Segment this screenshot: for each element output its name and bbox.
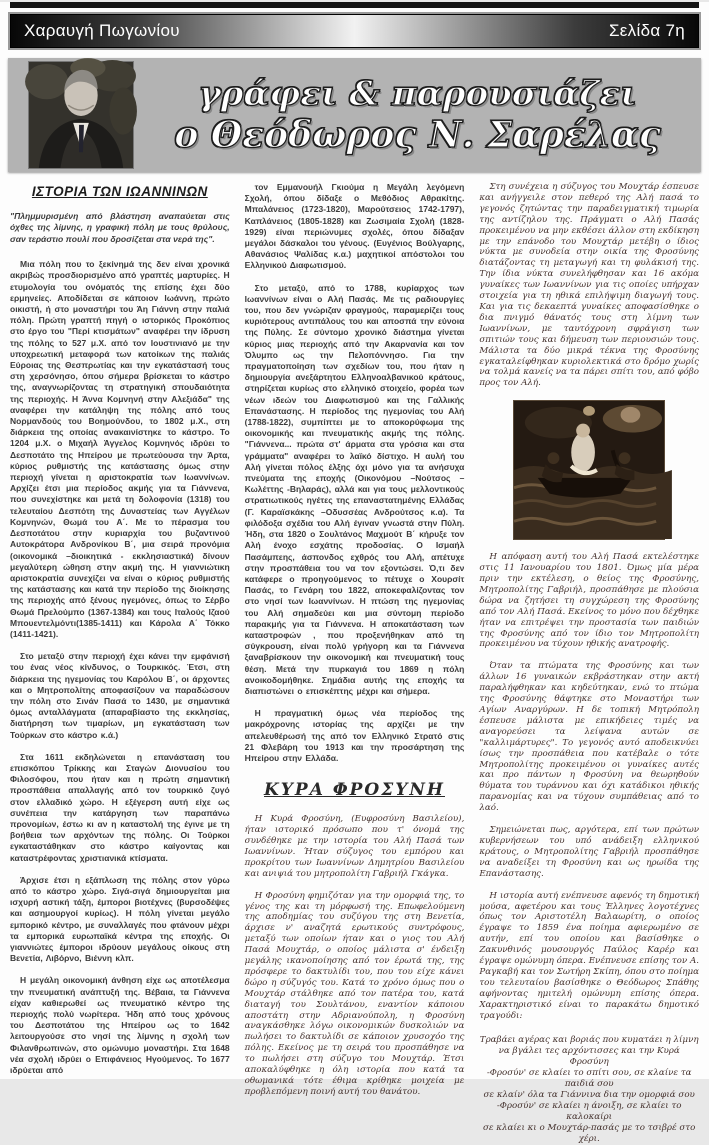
poem-line: να βγάλει τες αρχόντισσες και την Κυρά Φροσύνη <box>498 1046 680 1068</box>
heading-istoria-ioanninon: ΙΣΤΟΡΙΑ ΤΩΝ ΙΩΑΝΝΙΝΩΝ <box>31 184 208 199</box>
frosini-drowning-painting <box>513 400 665 540</box>
author-portrait-photo <box>28 61 134 169</box>
right-paragraphs-after-image <box>479 552 699 1021</box>
top-rule <box>10 2 699 8</box>
lead-quote: "Πλημμυρισμένη από βλάστηση αναπαύεται στις όχθες της λίμνης, η γραφική πόλη με τους θρύλους, σαν τεράστιο πουλί που δροσίζεται στα νερά της". <box>10 211 230 244</box>
author-banner <box>8 58 701 172</box>
column-middle <box>244 182 465 1097</box>
newspaper-title: Χαραυγή Πωγωνίου <box>24 21 180 40</box>
paragraph: Η Κυρά Φροσύνη, (Ευφροσύνη Βασιλείου), ήταν ιστορικό πρόσωπο που τ' όνομά της συνδέθηκε με την ιστορία του Αλή Πασά των Ιωαννίνων. Ήταν σύζυγος του εμπόρου και προκρίτου των Ιωαννίνων Δημητρίου Βασιλείου και ανιψιά του μητροπολίτη Γαβριήλ Γκάγκα. <box>244 814 465 879</box>
newspaper-page <box>0 2 709 1145</box>
middle-paragraphs-serif <box>245 814 465 1098</box>
page-header-bar <box>8 12 701 50</box>
middle-paragraphs-sans <box>245 182 465 764</box>
left-paragraphs <box>10 259 230 1076</box>
poem-line: σε κλαίν' όλα τα Γιάννινα δια την ομορφιά σου <box>483 1090 695 1101</box>
painting-graphic <box>514 401 664 539</box>
paragraph: Η Φροσύνη φημιζόταν για την ομορφιά της, το γένος της και τη μόρφωσή της. Επωφελούμενη της αποδημίας του συζύγου της στη Βενετία, άρχισε ν' αναζητά ερωτικούς συντρόφους, μεταξύ των οποίων ήταν και ο γιος του Αλή Πασά Μουχτάρ, ο οποίος μάλιστα σ' ένδειξη μεγάλης ικανοποίησης από τον έρωτά της, της πρόσφερε το δακτυλίδι του, που του είχε κάνει δώρο η σύζυγός του. Κατά το χρόνο όμως που ο Μουχτάρ στάλθηκε από τον πατέρα του, κατά διαταγή του Σουλτάνου, εναντίον κάποιου αποστάτη στην Αδριανούπολη, η Φροσύνη αναγκάσθηκε λόγω οικονομικών δυσκολιών να πωλήσει το δακτυλίδι σε κάποιον χρυσοχόο της πόλης. Εκείνος με τη σειρά του προσπάθησε να το πωλήσει στη σύζυγο του Μουχτάρ. Έτσι αποκαλύφθηκε η όλη ιστορία που κατά τα οθωμανικά τότε έθιμα κρίθηκε μοιχεία με προβλεπόμενη ποινή αυτή του θανάτου. <box>244 890 465 1097</box>
paragraph: Η απόφαση αυτή του Αλή Πασά εκτελέστηκε στις 11 Ιανουαρίου του 1801. Όμως μία μέρα πριν την εκτέλεση, ο θείος της Φροσύνης, Μητροπολίτης Γαβριήλ, προσπάθησε με πλούσια δώρα να ζητήσει τη συγχώρεση της Φροσύνης από τον Αλή Πασά. Εκείνος το μόνο που δέχθηκε ήταν να επιτρέψει την προστασία των παιδιών της Φροσύνης από τον ίδιο τον Μητροπολίτη προκειμένου να τύχουν ηθικής ανατροφής. <box>479 552 700 650</box>
poem-line: Τραβάει αγέρας και βοριάς που κυματάει η λίμνη <box>479 1035 699 1046</box>
column-left <box>10 182 230 1076</box>
column-right <box>479 182 700 1145</box>
paragraph: Μια πόλη που το ξεκίνημά της δεν είναι χρονικά ακριβώς προσδιορισμένο από γραπτές μαρτυρίες. Η ετυμολογία του ονόματός της επίσης έχει δύο ερμηνείες. Αποδίδεται σε κάποιον Ιωάννη, πρώτο οικιστή, ή στο μοναστήρι του Άη Γιάννη στην παλιά πόλη. Πρώτη γραπτή πηγή ο ιστορικός Προκόπιος στο έργο του "Περί κτισμάτων" αναφέρει την ίδρυση της πόλης το 527 μ.Χ. από τον Ιουστινιανό με την υποχρεωτική μεταφορά των κατοίκων της παλιάς Εύροιας της Θεσπρωτίας και την εγκατάστασή τους στη χερσόνησο, όπου σήμερα βρίσκεται το κάστρο της, αναγνωρίζοντας τη στρατηγική σπουδαιότητα της περιοχής. Η Άννα Κομνηνή στην Αλεξιάδα" της αναφέρει την κατάληψη της πόλης από τους Νορμανδούς του Βοημούνδου, το 1802 μ.Χ., στη διάρκεια της οποίας ανακαινίστηκε το κάστρο. Το 1204 μ.Χ. ο Μιχαήλ Άγγελος Κομνηνός ιδρύει το Δεσποτάτο της Ηπείρου με πρωτεύουσα την Άρτα, κύριος ρυθμιστής της κατάστασης όμως στην περιοχή γίνεται η αριστοκρατία των Ιωαννίνων. Αρχίζει έτσι μια περίοδος ακμής για τα Γιάννενα, που συνεχίστηκε και μετά τη δολοφονία (1318) του τελευταίου Δεσπότη της Δυναστείας των Αγγέλων Κομνηνών, Θωμά του Α΄. Με το πέρασμα του Δεσποτάτου στην κυριαρχία του βυζαντινού Αυτοκράτορα Ανδρονίκου Β΄, μια σειρά προνόμια (οικονομικά –διοικητικά - εκκλησιαστικά) δίνουν μεγαλύτερη ώθηση στην ακμή της. Η γιαννιώτικη αριστοκρατία συνεχίζει να είναι ο κύριος ρυθμιστής της κατάστασης και κατά την περίοδο της διοίκησης της περιοχής από ξένους ηγεμόνες, όπως το Σέρβο Θωμά Πρελούμπο (1367-1384) και τους Ιταλούς Ιζαού Μπουεντελμόντι(1385-1411) και Κάρολα Α΄ Τόκκο (1411-1421). <box>10 259 230 639</box>
paragraph: Άρχισε έτσι η εξάπλωση της πόλης στον γύρω από το κάστρο χώρο. Σιγά-σιγά δημιουργείται μια ισχυρή αστική τάξη, έμποροι βιοτέχνες (βυρσοδέψες και ασημουργοί κυρίως). Η πόλη γίνεται μεγάλο εμπορικό κέντρο, με συναλλαγές που φτάνουν μέχρι τα εμπορικά ευρωπαϊκά κέντρα της εποχής. Οι γιαννιώτες έμποροι ιδρύουν μεγάλους οίκους στη Βενετία, Λιβόρνο, Βιέννη κλπ. <box>10 874 230 964</box>
paragraph: Η μεγάλη οικονομική άνθηση είχε ως αποτέλεσμα την πνευματική ανάπτυξή της. Βέβαια, τα Γιάννενα είχαν καθιερωθεί ως πνευματικό κέντρο της περιοχής πολύ νωρίτερα. Ήδη από τους χρόνους του Δεσποτάτου της Ηπείρου ως το 1642 λειτουργούσε στο νησί της λίμνης η σχολή των Φιλανθρωπινών, στο ομώνυμο μοναστήρι. Στα 1648 νέα σχολή ιδρύει ο Επιφάνειος Ηγούμενος. Το 1677 ιδρύεται από <box>10 975 230 1076</box>
folk-song-poem <box>479 1035 699 1145</box>
paragraph: Η πραγματική όμως νέα περίοδος της μακρόχρονης ιστορίας της αρχίζει με την απελευθέρωσή της από τον Ελληνικό Στρατό στις 21 Φλεβάρη του 1913 και την προσάρτηση της Ηπείρου στην Ελλάδα. <box>244 708 465 763</box>
paragraph: τον Εμμανουήλ Γκιούμα η Μεγάλη λεγόμενη Σχολή, όπου δίδαξε ο Μεθόδιος Αθρακίτης. Μπαλάνειος (1723-1820), Μαρούτσειος 1742-1797), Καπλάνειος (1805-1828) και Ζωσιμαία Σχολή (1828-1929) είναι περιώνυμες σχολές, όπου δίδαξαν μεγάλοι δάσκαλοι του γένους. (Ευγένιος Βούλγαρης, Αθανάσιος Ψαλίδας κ.α.) μαχητικοί απόστολοι του Ελληνικού Διαφωτισμού. <box>244 182 465 271</box>
paragraph: Στο μεταξύ στην περιοχή έχει κάνει την εμφάνισή του ένας νέος κίνδυνος, ο Τουρκικός. Έτσι, στη διάρκεια της ηγεμονίας του Καρόλου Β΄, οι άρχοντες και ο Μητροπολίτης αποφασίζουν να παραδώσουν την πόλη στο Σινάν Πασά το 1430, με σημαντικά όμως ανταλλάγματα (απαραβίαστο της εκκλησίας, διατήρηση των τιμαρίων, μη εγκατάσταση των Τούρκων στο κάστρο κ.ά.) <box>10 651 230 740</box>
poem-line: -Φροσύν' σε κλαίει το σπίτι σου, σε κλαίνε τα παιδιά σου <box>486 1068 692 1090</box>
poem-line: σε κλαίει κι ο Μουχτάρ-πασάς με το τσιβρέ στο χέρι. <box>482 1123 696 1145</box>
paragraph: Στα 1611 εκδηλώνεται η επανάσταση του επισκόπου Τρίκκης και Σταγών Διονυσίου του Φιλοσόφου, που ήταν και η πρώτη σημαντική προσπάθεια απαλλαγής από τον τουρκικό ζυγό στον ελλαδικό χώρο. Η εξέγερση αυτή είχε ως συνέπεια την κατάργηση των παραπάνω προνομίων, έστω κι αν η καταστολή της έγινε με τη βοήθεια των αρχόντων της πόλης. Οι Τούρκοι εγκαταστάθηκαν στο κάστρο καίγοντας και καταστρέφοντας χριστιανικά κτίσματα. <box>10 751 230 863</box>
article-columns <box>10 182 700 1145</box>
right-paragraphs-before-image <box>479 182 699 389</box>
heading-kyra-frosini: ΚΥΡΑ ΦΡΟΣΥΝΗ <box>264 780 445 801</box>
portrait-photo-graphic <box>29 62 133 168</box>
paragraph: Η ιστορία αυτή ενέπνευσε αφενός τη δημοτική μούσα, αφετέρου και τους Έλληνες λογοτέχνες όπως τον Αριστοτέλη Βαλαωρίτη, ο οποίος έγραψε το 1859 ένα ποίημα αφιερωμένο σε αυτήν, επί του οποίου και βασίσθηκε ο Ζακυνθινός μουσουργός Παύλος Καρέρ και έγραψε ομώνυμη όπερα. Ενέπνευσε επίσης τον Α. Ραγκαβή και τον Σωτήρη Σκίπη, όπου στο ποίημα του τελευταίου βασίσθηκε ο Θεόδωρος Σπάθης αφήνοντας ημιτελή ομώνυμη επίσης όπερα. Χαρακτηριστικό είναι το παρακάτω δημοτικό τραγούδι: <box>479 890 700 1021</box>
banner-title-line2: ο Θεόδωρος Ν. Σαρέλας <box>174 113 661 156</box>
page-number: Σελίδα 7η <box>609 21 685 40</box>
paragraph: Στο μεταξύ, από το 1788, κυρίαρχος των Ιωαννίνων είναι ο Αλή Πασάς. Με τις ραδιουργίες του, που δεν γνώριζαν φραγμούς, παραμερίζει τους κυριότερους αντιπάλους του και αποσπά την εύνοια της Πύλης. Σε σύντομο χρονικό διάστημα γίνεται κύριος μιας περιοχής από την Ακαρνανία και τον Όλυμπο ως την Πελοπόννησο. Για την πραγματοποίηση των σχεδίων του, που ήταν η δημιουργία ανεξάρτητου Ελληνοαλβανικού κράτους, στηρίζεται κυρίως στο ελληνικό στοιχείο, φορέα των νέων ιδεών του Διαφωτισμού και της Γαλλικής Επανάστασης. Η περίοδος της ηγεμονίας του Αλή (1788-1822), συμπίπτει με το αποκορύφωμα της οικονομικής και πνευματικής ακμής της πόλης. "Γιάννενα... πρώτα στ' άρματα στα γρόσια και στα γράμματα" αναφέρει το λαϊκό δίστιχο. Η αυλή του Αλή γίνεται πόλος έλξης όχι μόνο για τα ανήσυχα πνεύματα της εποχής (Οικονόμου –Νούτσος – Κωλέττης -Βηλαράς), αλλά και για τους μελλοντικούς στρατιωτικούς ηγέτες της επαναστατημένης Ελλάδας (Γ. Καραϊσκάκης –Οδυσσέας Ανδρούτσος κ.α). Τα φιλόδοξα σχέδια του Αλή έγιναν γνωστά στην Πύλη. Ήδη, στα 1820 ο Σουλτάνος Μαχμούτ Β΄ κήρυξε τον Αλή ένοχο εσχάτης προδοσίας. Ο Ισμαήλ Πασάμπεης, άσπονδος εχθρός του Αλή, απέτυχε στην προσπάθεια του να τον εξοντώσει. Ό,τι δεν κατάφερε ο προηγούμενος το πέτυχε ο Χουρσίτ Πασάς, το Γενάρη του 1822, αποκεφαλίζοντας τον στο νησί των Ιωαννίνων. Η πτώση της ηγεμονίας του Αλή σημαδεύει και μια σύντομη περίοδο παρακμής για τα Γιάννενα. Η αποκατάσταση των καταστροφών , που προξενήθηκαν από τη σύγκρουση, είναι πολύ γρήγορη και τα Γιάννενα ξαναβρίσκουν την οικονομική και πνευματική τους θέση. Μετά την πυρκαγιά του 1869 η πόλη ανοικοδομήθηκε. Σημάδια αυτής της εποχής τα διαπιστώνει ο επισκέπτης μέχρι και σήμερα. <box>244 282 465 696</box>
paragraph: Στη συνέχεια η σύζυγος του Μουχτάρ έσπευσε και ανήγγειλε στον πεθερό της Αλή πασά το γεγονός ζητώντας την παραδειγματική τιμωρία της αντίζηλου της. Πράγματι ο Αλή Πασάς προκειμένου να μην εκθέσει άλλον στη εκδίκηση με την επάνοδο του Μουχτάρ μετέβη ο ίδιος νύκτα με συνοδεία στην οικία της Φροσύνης διατάζοντας τη μεταγωγή και τη φυλάκισή της. Την ίδια νύκτα συνελήφθησαν και 16 ακόμα γυναίκες των Ιωαννίνων για τις οποίες υπήρχαν στοιχεία για τη ηθικά επιλήψιμη διαγωγή τους. Και για τις δεκαεπτά γυναίκες αποφασίσθηκε ο δια πνιγμό θάνατός τους στη λίμνη των Ιωαννίνων, με ταυτόχρονη σφράγιση των σπιτιών τους και δήμευση των περιουσιών τους. Μάλιστα τα δύο μικρά τέκνα της Φροσύνης εγκαταλείφθηκαν κυριολεκτικά στο δρόμο χωρίς να τολμά κανείς να τα πάρει σπίτι του, από φόβο προς τον Αλή. <box>479 182 700 389</box>
poem-line: -Φροσύν' σε κλαίει η άνοιξη, σε κλαίει το καλοκαίρι <box>496 1101 682 1123</box>
paragraph: Όταν τα πτώματα της Φροσύνης και των άλλων 16 γυναικών εκβράστηκαν στην ακτή παραλήφθηκαν και κηδεύτηκαν, ενώ το πτώμα της Φροσύνης θάφτηκε στο Μοναστήρι των Αγίων Αναργύρων. Η δε τοπική Μητρόπολη έσπευσε μάλιστα με επικήδειες τιμές να αναγορεύσει τα λείψανα αυτών σε "καλλιμάρτυρες". Το γεγονός αυτό αποδεικνύει ίσως την προσπάθεια που κατέβαλε ο τότε Μητροπολίτης προκειμένου οι γυναίκες αυτές και προ πάντων η Φροσύνη να θεωρηθούν θύματα του τυράννου και όχι κατάδικοι ηθικής παρανομίας και να τύχουν συμπάθειας από το λαό. <box>479 661 700 814</box>
paragraph: Σημειώνεται πως, αργότερα, επί των πρώτων κυβερνήσεων του υπό ανάδειξη ελληνικού κράτους, ο Μητροπολίτης Γαβριήλ προσπάθησε να αναδείξει τη Φροσύνη και ως ηρωίδα της Επανάστασης. <box>479 825 700 879</box>
banner-title-line1: γράφει & παρουσιάζει <box>198 73 637 114</box>
banner-title <box>134 74 701 157</box>
